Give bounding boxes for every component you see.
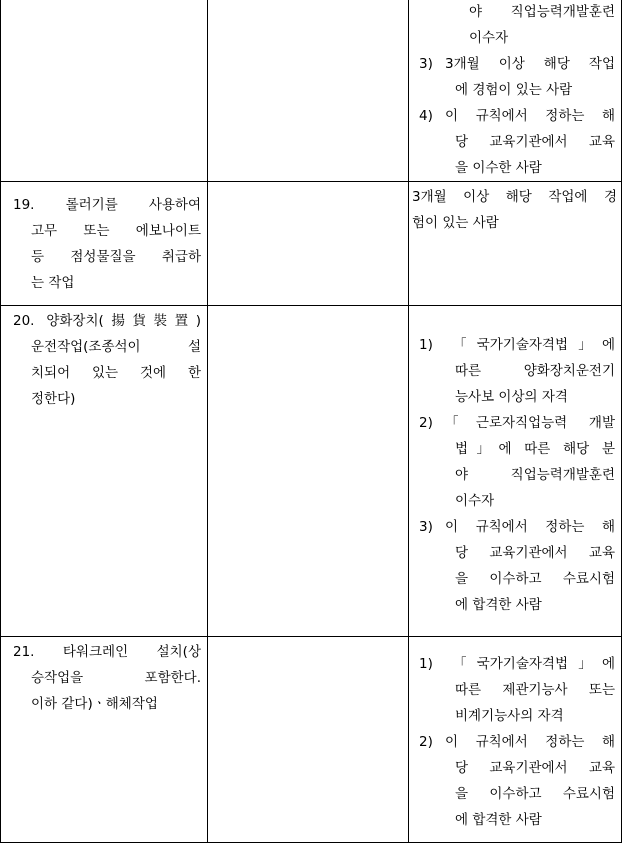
qualification-line: 에 경험이 있는 사람	[455, 82, 573, 98]
task-line: 정한다)	[31, 391, 76, 407]
middle-cell	[208, 306, 409, 637]
task-line: 치되어 있는 것에 한	[31, 365, 201, 381]
qualification-line: 비계기능사의 자격	[455, 708, 564, 724]
qualification-item: 1) 「국가기술자격법」에 따른 양화장치운전기 능사보 이상의 자격	[419, 332, 615, 410]
qualification-line: 을 이수하고 수료시험	[455, 786, 615, 802]
qualification-cell	[409, 306, 622, 637]
qualification-line: 험이 있는 사람	[412, 215, 499, 231]
qualification-line: 따른 제관기능사 또는	[455, 682, 615, 698]
table-row	[1, 637, 622, 843]
task-line: 21. 타워크레인 설치(상	[13, 644, 201, 660]
qualification-line: 을 이수한 사람	[455, 160, 542, 176]
qualification-cell	[409, 637, 622, 843]
middle-cell	[208, 182, 409, 306]
task-cell	[1, 182, 208, 306]
table-row	[1, 306, 622, 637]
qualification-line: 이 규칙에서 정하는 해	[445, 734, 615, 750]
qualification-line: 당 교육기관에서 교육	[455, 760, 615, 776]
task-cell	[1, 637, 208, 843]
task-line: 등 점성물질을 취급하	[31, 249, 201, 265]
qualification-line: 이 규칙에서 정하는 해	[445, 108, 615, 124]
qualification-item: 3) 3개월 이상 해당 작업 에 경험이 있는 사람	[419, 51, 615, 103]
middle-cell	[208, 0, 409, 182]
qualification-line: 「국가기술자격법」에	[453, 656, 615, 672]
table-row	[1, 0, 622, 182]
qualification-item	[419, 0, 615, 51]
qualification-line: 야 직업능력개발훈련	[469, 4, 615, 20]
qualification-line: 당 교육기관에서 교육	[455, 545, 615, 561]
qualification-line: 당 교육기관에서 교육	[455, 134, 615, 150]
task-line: 승작업을 포함한다.	[31, 670, 201, 686]
table-row	[1, 182, 622, 306]
qualification-item: 3) 이 규칙에서 정하는 해 당 교육기관에서 교육 을 이수하고 수료시험 에 합격한 사람	[419, 514, 615, 618]
qualification-line: 야 직업능력개발훈련	[455, 467, 615, 483]
qualification-line: 3개월 이상 해당 작업	[445, 56, 615, 72]
qualification-line: 에 합격한 사람	[455, 597, 542, 613]
qualification-line: 따른 양화장치운전기	[455, 363, 615, 379]
qualification-item: 2) 이 규칙에서 정하는 해 당 교육기관에서 교육 을 이수하고 수료시험 에 합격한 사람	[419, 729, 615, 833]
task-cell	[1, 306, 208, 637]
qualification-line: 이수자	[469, 30, 509, 46]
qualification-cell	[409, 182, 622, 306]
middle-cell	[208, 637, 409, 843]
task-line: 운전작업(조종석이 설	[31, 339, 201, 355]
qualification-item: 4) 이 규칙에서 정하는 해 당 교육기관에서 교육 을 이수한 사람	[419, 103, 615, 181]
qualification-line: 에 합격한 사람	[455, 812, 542, 828]
qualification-item: 2) 「근로자직업능력 개발 법」에 따른 해당 분 야 직업능력개발훈련 이수자	[419, 410, 615, 514]
task-line: 19. 롤러기를 사용하여	[13, 197, 201, 213]
task-line: 20. 양화장치(揚貨裝置)	[13, 313, 201, 329]
qualification-line: 「국가기술자격법」에	[453, 337, 615, 353]
task-line: 는 작업	[31, 275, 75, 291]
qualification-line: 이수자	[455, 493, 495, 509]
qualification-line: 능사보 이상의 자격	[455, 389, 568, 405]
qualification-line: 3개월 이상 해당 작업에 경	[412, 189, 617, 205]
qualification-line: 을 이수하고 수료시험	[455, 571, 615, 587]
qualification-line: 「근로자직업능력 개발	[445, 415, 615, 431]
task-line: 이하 같다)ㆍ해체작업	[31, 696, 158, 712]
qualification-item: 1) 「국가기술자격법」에 따른 제관기능사 또는 비계기능사의 자격	[419, 651, 615, 729]
task-cell	[1, 0, 208, 182]
task-line: 고무 또는 에보나이트	[31, 223, 201, 239]
qualification-line: 이 규칙에서 정하는 해	[445, 519, 615, 535]
qualification-line: 법」에 따른 해당 분	[455, 441, 615, 457]
qualification-cell	[409, 0, 622, 182]
